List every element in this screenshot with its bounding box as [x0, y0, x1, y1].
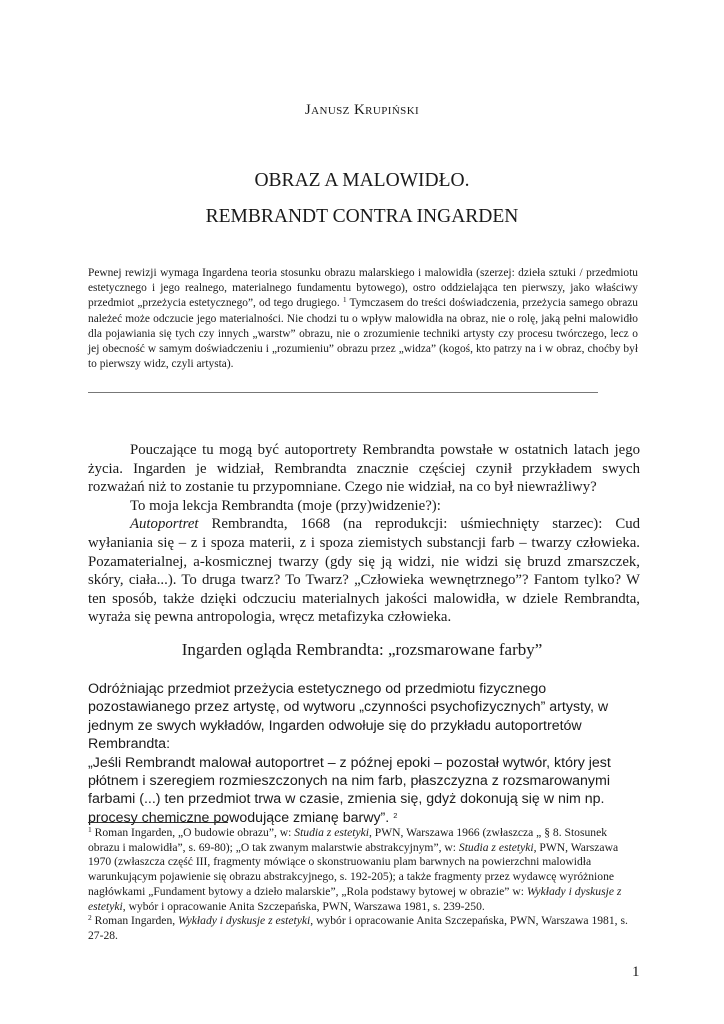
section-heading: Ingarden ogląda Rembrandta: „rozsmarowane farby”: [181, 640, 543, 659]
artwork-title: Autoportret: [130, 516, 199, 533]
footnote-1-text: , PWN, Warszawa 1970 (zwłaszcza część III, fragmenty mówiące o skonstruowaniu plam barwnych na powierzchni malowidła warunkującym pojawienie się obrazu abstrakcyjnego, s. 192-205); a także fragmenty przez wydawcę wyróżnione nagłówkami „Fundament bytowy a dzieło malarskie”, „Rola podstawy bytowej w obrazie” w:: [88, 840, 619, 898]
footnote-1-text: , PWN, Warszawa 1966 (zwłaszcza „ § 8. Stosunek obrazu i malowidła”, s. 69-80); „O tak zwanym malarstwie abstrakcyjnym”, w:: [88, 826, 608, 854]
author-name: Janusz Krupiński: [304, 102, 420, 118]
body-paragraph-2: To moja lekcja Rembrandta (moje (przy)widzenie?):: [130, 497, 441, 514]
footnote-1-number: 1: [88, 825, 92, 834]
section-paragraph-1: Odróżniając przedmiot przeżycia estetycznego od przedmiotu fizycznego pozostawianego przez artystę, od wytworu „czynności psychofizycznych” artysty, w jednym ze swych wykładów, Ingarden odwołuje się do przykładu autoportretów Rembrandta:: [88, 681, 609, 753]
section-body: [88, 680, 640, 827]
quote-text: „Jeśli Rembrandt malował autoportret – z późnej epoki – pozostał wytwór, który jest płótnem i szeregiem rozmieszczonych na nim farb, płaszczyzna z rozsmarowanymi farbami (...) ten przedmiot trwa w czasie, zmienia się, gdyż dokonują się w nim np. procesy chemiczne powodujące zmianę barwy”.: [88, 754, 611, 826]
footnote-2-number: 2: [88, 913, 92, 923]
title-line-2: REMBRANDT CONTRA INGARDEN: [205, 206, 519, 227]
footnotes: [88, 826, 640, 944]
title-line-1: OBRAZ A MALOWIDŁO.: [254, 170, 470, 191]
intro-body: [88, 441, 640, 627]
footnote-1-text: , wybór i opracowanie Anita Szczepańska, PWN, Warszawa 1981, s. 239-250.: [122, 899, 485, 913]
abstract-text-part-1: Pewnej rewizji wymaga Ingardena teoria stosunku obrazu malarskiego i malowidła (szerzej: dzieła sztuki / przedmiotu estetycznego i jego realnego, materialnego fundamentu bytowego), ostro oddzielająca ten pierwszy, jako właściwy przedmiot „przeżycia estetycznego”, od tego drugiego.: [88, 267, 638, 310]
body-paragraph-3-text: Rembrandta, 1668 (na reprodukcji: uśmiechnięty starzec): Cud wyłaniania się – z i spoza materii, z i spoza ziemistych substancji farb – twarzy człowieka. Pozamaterialnej, a-kosmicznej twarzy (gdy się ją widzi, nie widzi się bruzd zmarszczek, skóry, ciała...). To druga twarz? To Twarz? „Człowieka wewnętrznego”? Fantom tylko? W ten sposób, także dzięki odczuciu materialnych jakości malowidła, w dziele Rembrandta, wyraża się pewna antropologia, wręcz metafizyka człowieka.: [88, 516, 640, 626]
footnote-reference-2[interactable]: 2: [393, 810, 398, 820]
footnote-2-text: , wybór i opracowanie Anita Szczepańska, PWN, Warszawa 1981, s. 27-28.: [88, 914, 628, 942]
abstract: [88, 266, 638, 372]
page-number: 1: [632, 964, 640, 980]
footnote-separator: [88, 822, 228, 823]
abstract-text-part-2: Tymczasem do treści doświadczenia, przeżycia samego obrazu należeć może odczucie jego materialności. Nie chodzi tu o wpływ malowidła na obraz, nie o rolę, jaką pełni malowidło dla pojawiania się tych czy innych „warstw” obrazu, nie o zrozumienie techniki artysty czy procesu twórczego, lecz o jej obecność w samym doświadczeniu i „rozumieniu” obrazu przez „widza” (kogoś, kto patrzy na i w obraz, choćby był to pierwszy widz, czyli artysta).: [88, 297, 638, 371]
footnote-1-book-title: Studia z estetyki: [294, 826, 369, 839]
footnote-1-book-title: Wykłady i dyskusje z estetyki: [88, 884, 622, 913]
footnote-1-text: Roman Ingarden, „O budowie obrazu”, w:: [91, 826, 295, 839]
footnote-1: [88, 826, 640, 914]
section-quote: [88, 754, 640, 828]
footnote-2: [88, 914, 640, 943]
footnote-2-text: Roman Ingarden,: [91, 914, 179, 928]
footnote-2-book-title: Wykłady i dyskusje z estetyki: [178, 914, 311, 928]
footnote-reference-1[interactable]: 1: [342, 295, 347, 305]
abstract-divider: [88, 392, 598, 393]
body-paragraph-1: Pouczające tu mogą być autoportrety Rembrandta powstałe w ostatnich latach jego życia. Ingarden je widział, Rembrandta znacznie częściej czynił przykładem swych rozważań niż to zostanie tu przypomniane. Czego nie widział, na co był niewrażliwy?: [88, 442, 640, 496]
body-paragraph-3: [88, 515, 640, 627]
footnote-1-book-title: Studia z estetyki: [458, 840, 534, 854]
